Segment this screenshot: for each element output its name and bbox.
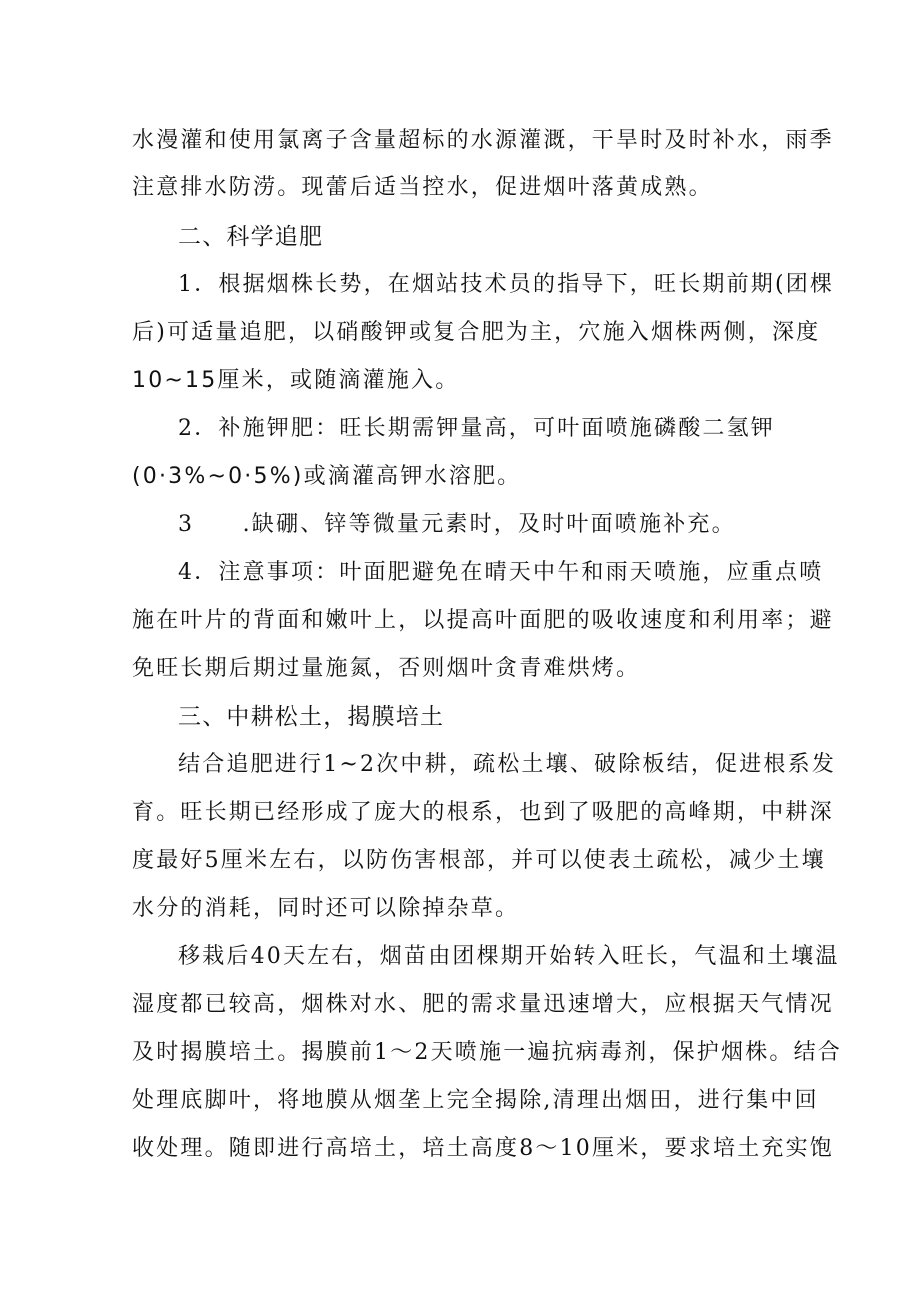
body-text-line: 育。旺长期已经形成了庞大的根系，也到了吸肥的高峰期，中耕深 bbox=[132, 800, 834, 825]
list-item-text: 2．补施钾肥：旺长期需钾量高，可叶面喷施磷酸二氢钾 bbox=[178, 416, 775, 441]
body-text-line: 处理底脚叶，将地膜从烟垄上完全揭除,清理出烟田，进行集中回 bbox=[132, 1088, 819, 1113]
list-item-text: 4．注意事项：叶面肥避免在晴天中午和雨天喷施，应重点喷 bbox=[178, 560, 824, 585]
body-text-line: 后)可适量追肥，以硝酸钾或复合肥为主，穴施入烟株两侧，深度 bbox=[132, 320, 821, 345]
body-text-line: 及时揭膜培土。揭膜前1～2天喷施一遍抗病毒剂，保护烟株。结合 bbox=[132, 1040, 842, 1065]
paragraph-text: 结合追肥进行1~2次中耕，疏松土壤、破除板结，促进根系发 bbox=[178, 752, 837, 777]
body-text-line: 10~15厘米，或随滴灌施入。 bbox=[132, 368, 460, 393]
body-text-line: 水分的消耗，同时还可以除掉杂草。 bbox=[132, 896, 520, 921]
section-heading: 二、科学追肥 bbox=[178, 224, 324, 250]
body-text-line: 收处理。随即进行高培土，培土高度8～10厘米，要求培土充实饱 bbox=[132, 1136, 834, 1161]
section-heading: 三、中耕松土，揭膜培土 bbox=[178, 704, 445, 730]
body-text-line: 湿度都已较高，烟株对水、肥的需求量迅速增大，应根据天气情况 bbox=[132, 992, 834, 1017]
body-text-line: 免旺长期后期过量施氮，否则烟叶贪青难烘烤。 bbox=[132, 656, 641, 681]
paragraph-text: 移栽后40天左右，烟苗由团棵期开始转入旺长，气温和土壤温 bbox=[178, 944, 840, 969]
body-text-line: (0·3%~0·5%)或滴灌高钾水溶肥。 bbox=[132, 464, 522, 489]
body-text-line: 水漫灌和使用氯离子含量超标的水源灌溉，干旱时及时补水，雨季 bbox=[132, 128, 834, 153]
list-item-text: 1．根据烟株长势，在烟站技术员的指导下，旺长期前期(团棵 bbox=[178, 272, 835, 297]
body-text-line: 注意排水防涝。现蕾后适当控水，促进烟叶落黄成熟。 bbox=[132, 175, 713, 200]
body-text-line: 施在叶片的背面和嫩叶上，以提高叶面肥的吸收速度和利用率；避 bbox=[132, 608, 834, 633]
body-text-line: 度最好5厘米左右，以防伤害根部，并可以使表土疏松，减少土壤 bbox=[132, 848, 826, 873]
list-item-text: 3 .缺硼、锌等微量元素时，及时叶面喷施补充。 bbox=[178, 512, 736, 537]
